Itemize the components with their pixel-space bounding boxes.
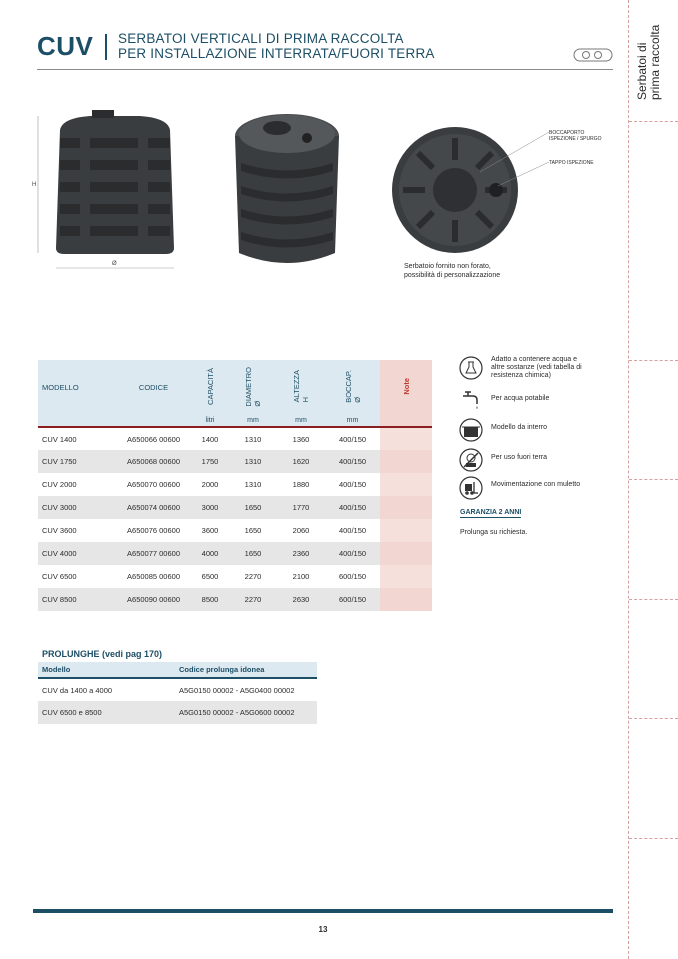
dim-diameter-label: Ø: [112, 261, 117, 267]
table-row: [38, 542, 432, 565]
unit-empty: [116, 415, 191, 427]
cell-modello: CUV 1750: [38, 450, 116, 473]
cell-modello: CUV 4000: [38, 542, 116, 565]
unit-altezza: mm: [277, 415, 325, 427]
cell-codice: A650090 00600: [116, 588, 191, 611]
cell-codice: A650076 00600: [127, 526, 180, 535]
prolunghe-title: PROLUNGHE (vedi pag 170): [42, 649, 163, 659]
forklift-icon: [459, 476, 483, 500]
cell-note: [380, 473, 432, 496]
col-codice: CODICE: [116, 360, 191, 415]
cell-capacita: 2000: [201, 480, 219, 489]
cell-boccap: 400/150: [325, 450, 380, 473]
cell-diametro: 2270: [244, 572, 262, 581]
table-row: [38, 565, 432, 588]
models-table: [38, 360, 432, 611]
col-diametro: [229, 360, 277, 415]
cell-codice: A650074 00600: [116, 496, 191, 519]
col-boccap-text: BOCCAP.: [343, 370, 353, 403]
page-number: 13: [318, 925, 328, 934]
feature-potable: [459, 388, 619, 412]
tank-perspective-view: [225, 108, 350, 268]
cell-prolunga-modello: CUV da 1400 a 4000: [42, 685, 113, 695]
header-rule: [37, 69, 613, 70]
tank-badge-icon: [573, 46, 613, 64]
cell-modello: CUV 2000: [42, 480, 77, 489]
callout-boccaporto: [549, 130, 602, 142]
cell-boccap: 400/150: [338, 526, 367, 535]
cell-boccap: 400/150: [325, 542, 380, 565]
cell-altezza: 1620: [277, 450, 325, 473]
col-altezza-text: ALTEZZA: [292, 370, 301, 403]
col-boccap-sym: Ø: [352, 397, 362, 403]
cell-capacita: 1750: [191, 450, 229, 473]
col-prolunga-modello: Modello: [38, 662, 175, 678]
cell-boccap: 400/150: [338, 434, 367, 444]
unit-diametro: mm: [229, 415, 277, 427]
title-line-2: PER INSTALLAZIONE INTERRATA/FUORI TERRA: [118, 46, 435, 61]
col-diametro-text: DIAMETRO: [244, 366, 253, 407]
table-row: [38, 473, 432, 496]
feature-text: Per acqua potabile: [491, 395, 550, 402]
dim-height-label: H: [32, 182, 37, 188]
tap-icon: [459, 388, 483, 412]
cell-capacita: 1400: [201, 434, 219, 444]
cell-prolunga-codice: A5G0150 00002 - A5G0400 00002: [179, 685, 295, 695]
col-altezza: [277, 360, 325, 415]
cell-diametro: 1310: [229, 450, 277, 473]
cell-altezza: 2060: [292, 526, 310, 535]
cell-codice: A650077 00600: [116, 542, 191, 565]
cell-diametro: 1650: [229, 496, 277, 519]
cell-note: [380, 427, 432, 450]
cell-capacita: 3600: [201, 526, 219, 535]
side-divider: [629, 599, 678, 600]
cell-note: [380, 565, 432, 588]
unit-capacita: litri: [191, 415, 229, 427]
cell-prolunga-modello: CUV 6500 e 8500: [38, 701, 175, 724]
table-row: [38, 588, 432, 611]
col-modello: MODELLO: [38, 360, 116, 415]
cell-capacita: 3000: [191, 496, 229, 519]
cell-altezza: 1880: [292, 480, 310, 489]
flask-icon: [459, 356, 483, 380]
cell-note: [380, 519, 432, 542]
cell-note: [380, 496, 432, 519]
cell-boccap: 600/150: [338, 572, 367, 581]
title-line-1: SERBATOI VERTICALI DI PRIMA RACCOLTA: [118, 31, 404, 46]
page-title: [118, 31, 435, 61]
footer-rule: [33, 909, 613, 913]
prolunga-note: Prolunga su richiesta.: [460, 529, 528, 536]
col-diametro-sym: Ø: [253, 400, 262, 407]
cell-codice: A650068 00600: [116, 450, 191, 473]
cell-note: [380, 588, 432, 611]
table-row: [38, 496, 432, 519]
feature-above-ground: [459, 448, 619, 472]
header-divider: [105, 34, 107, 60]
cell-capacita: 6500: [201, 572, 219, 581]
caption-line-2: possibilità di personalizzazione: [404, 272, 501, 279]
guarantee-label: GARANZIA 2 ANNI: [460, 509, 522, 516]
cell-note: [380, 450, 432, 473]
feature-chemical: [459, 356, 619, 380]
cell-modello: CUV 6500: [42, 572, 77, 581]
side-divider: [629, 838, 678, 839]
cell-altezza: 1770: [277, 496, 325, 519]
cell-diametro: 1310: [244, 480, 262, 489]
col-altezza-sym: H: [301, 397, 310, 403]
product-code: CUV: [37, 31, 94, 61]
feature-text: [491, 356, 621, 380]
table-row: [38, 450, 432, 473]
callout-tappo: TAPPO ISPEZIONE: [549, 160, 594, 166]
col-prolunga-codice: Codice prolunga idonea: [175, 662, 317, 678]
cell-boccap: 400/150: [325, 496, 380, 519]
feature-underground: [459, 418, 619, 442]
cell-prolunga-codice: A5G0150 00002 - A5G0600 00002: [175, 701, 317, 724]
underground-icon: [459, 418, 483, 442]
cell-boccap: 600/150: [325, 588, 380, 611]
unit-empty: [38, 415, 116, 427]
caption-line-1: Serbatoio fornito non forato,: [404, 263, 491, 270]
col-capacita: [191, 360, 229, 415]
side-tab-label: [636, 0, 662, 100]
cell-codice: A650066 00600: [127, 434, 180, 444]
side-divider: [629, 479, 678, 480]
cell-modello: CUV 1400: [42, 434, 77, 444]
col-diametro-label: [244, 367, 262, 407]
side-tab-line-2: prima raccolta: [648, 24, 662, 100]
cell-modello: CUV 8500: [38, 588, 116, 611]
cell-codice: A650070 00600: [127, 480, 180, 489]
col-boccap-label: [344, 370, 362, 403]
feature-text-line: altre sostanze (vedi tabella di: [491, 364, 582, 371]
cell-capacita: 8500: [191, 588, 229, 611]
prolunghe-table: [38, 662, 317, 724]
unit-boccap: mm: [325, 415, 380, 427]
cell-diametro: 1310: [244, 434, 262, 444]
cell-diametro: 1650: [244, 526, 262, 535]
cell-note: [380, 542, 432, 565]
feature-text: Movimentazione con muletto: [491, 481, 581, 488]
table-row: [38, 678, 317, 701]
cell-codice: A650085 00600: [127, 572, 180, 581]
col-note: [380, 360, 432, 415]
cell-modello: CUV 3000: [38, 496, 116, 519]
cell-altezza: 2100: [292, 572, 310, 581]
feature-text-line: resistenza chimica): [491, 372, 551, 379]
cell-modello: CUV 3600: [42, 526, 77, 535]
cell-altezza: 1360: [292, 434, 310, 444]
no-sun-icon: [459, 448, 483, 472]
cell-altezza: 2630: [277, 588, 325, 611]
table-row: [38, 701, 317, 724]
cell-diametro: 2270: [229, 588, 277, 611]
callout-boccaporto-line-1: BOCCAPORTO: [549, 130, 585, 136]
unit-note: [380, 415, 432, 427]
side-divider: [629, 121, 678, 122]
side-divider: [629, 360, 678, 361]
table-header-row: [38, 360, 432, 415]
prolunghe-header-row: [38, 662, 317, 678]
table-row: [38, 519, 432, 542]
feature-text: Per uso fuori terra: [491, 454, 548, 461]
table-units-row: [38, 415, 432, 427]
tank-front-view: [30, 108, 180, 278]
cell-capacita: 4000: [191, 542, 229, 565]
col-altezza-label: [292, 370, 310, 402]
side-divider: [629, 718, 678, 719]
cell-boccap: 400/150: [338, 480, 367, 489]
table-row: [38, 427, 432, 450]
callout-boccaporto-line-2: ISPEZIONE / SPURGO: [549, 136, 602, 142]
feature-text: Modello da interro: [491, 424, 548, 431]
col-boccap: [325, 360, 380, 415]
col-note-label: Note: [401, 378, 411, 395]
col-capacita-label: CAPACITÀ: [205, 368, 215, 405]
image-caption: [404, 262, 534, 280]
feature-forklift: [459, 476, 619, 500]
side-tab-line-1: Serbatoi di: [635, 42, 649, 100]
cell-diametro: 1650: [229, 542, 277, 565]
feature-text-line: Adatto a contenere acqua e: [491, 356, 578, 363]
cell-altezza: 2360: [277, 542, 325, 565]
